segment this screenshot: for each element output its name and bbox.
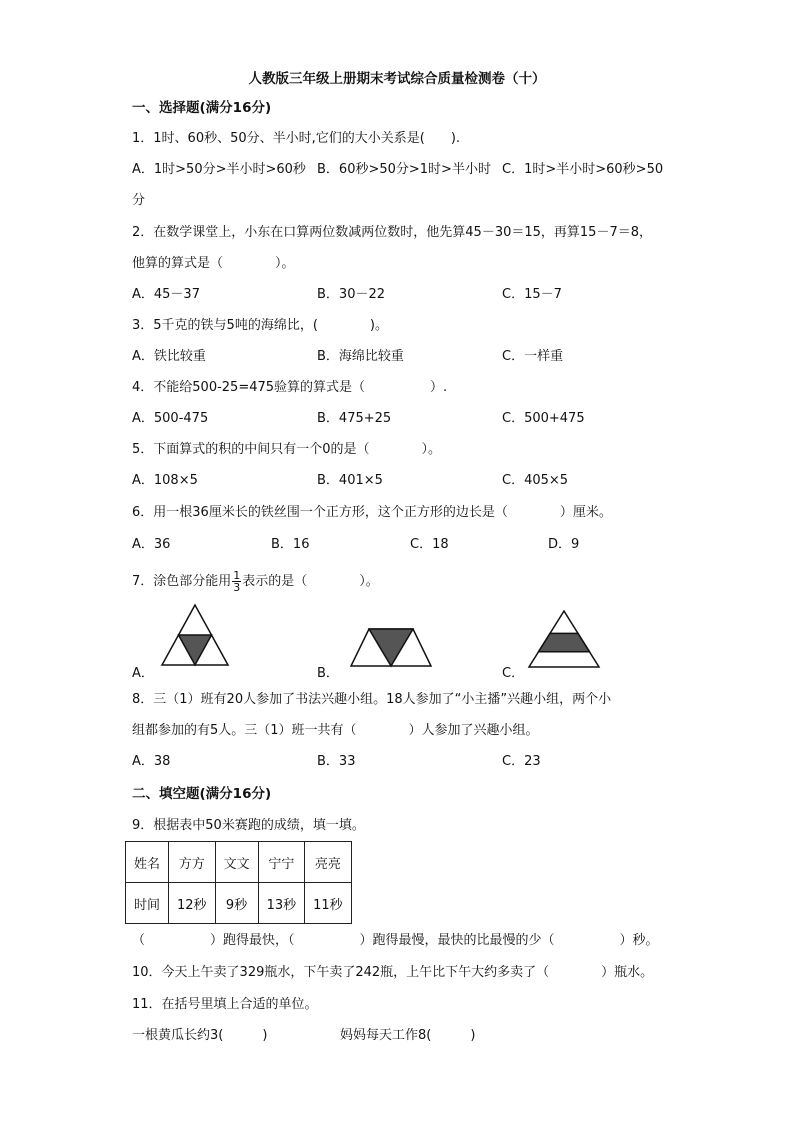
q1-option-b[interactable]: B．60秒>50分>1时>半小时: [317, 162, 491, 177]
q7-figure-c[interactable]: [527, 609, 601, 669]
table-cell: 时间: [126, 883, 169, 924]
q2-option-c[interactable]: C．15－7: [502, 287, 562, 302]
q1-option-c-cont: 分: [132, 193, 146, 208]
fraction-denominator: 3: [233, 581, 241, 594]
q8-option-a[interactable]: A．38: [132, 754, 171, 769]
q5-option-c[interactable]: C．405×5: [502, 473, 569, 488]
table-cell: 11秒: [305, 883, 352, 924]
q7-option-a[interactable]: A．: [132, 666, 154, 681]
q7-option-c[interactable]: C．: [502, 666, 525, 681]
q10-stem[interactable]: 10．今天上午卖了329瓶水，下午卖了242瓶，上午比下午大约多卖了（ ）瓶水。: [132, 965, 654, 980]
fraction-one-third: [232, 570, 241, 593]
q7-stem-pre: 7．涂色部分能用: [132, 574, 232, 589]
table-cell: 12秒: [169, 883, 216, 924]
q6-option-b[interactable]: B．16: [271, 537, 310, 552]
q6-option-d[interactable]: D．9: [548, 537, 580, 552]
q7-figure-b[interactable]: [349, 627, 433, 668]
q1-option-c[interactable]: C．1时>半小时>60秒>50: [502, 162, 664, 177]
section-choice-heading: 一、选择题(满分16分): [132, 100, 272, 116]
exam-title: 人教版三年级上册期末考试综合质量检测卷（十）: [248, 71, 546, 87]
table-row: [126, 842, 352, 883]
q7-stem-post: 表示的是（ ）。: [242, 574, 379, 589]
q11-stem: 11．在括号里填上合适的单位。: [132, 997, 318, 1012]
q1-stem: 1．1时、60秒、50分、半小时,它们的大小关系是( ).: [132, 131, 461, 146]
race-results-table: [125, 841, 352, 924]
q4-stem: 4．不能给500-25=475验算的算式是（ ）.: [132, 380, 448, 395]
q3-stem: 3．5千克的铁与5吨的海绵比，( )。: [132, 318, 388, 333]
table-row: [126, 883, 352, 924]
q6-stem: 6．用一根36厘米长的铁丝围一个正方形，这个正方形的边长是（ ）厘米。: [132, 505, 612, 520]
q11-item-cucumber[interactable]: 一根黄瓜长约3( ): [132, 1028, 268, 1043]
q4-option-a[interactable]: A．500-475: [132, 411, 209, 426]
q3-option-b[interactable]: B．海绵比较重: [317, 349, 404, 364]
q2-stem: 2．在数学课堂上，小东在口算两位数减两位数时，他先算45－30＝15，再算15－7＝8，: [132, 225, 652, 240]
table-cell: 13秒: [258, 883, 305, 924]
q7-option-b[interactable]: B．: [317, 666, 339, 681]
q7-stem: [132, 570, 379, 594]
q2-option-a[interactable]: A．45－37: [132, 287, 200, 302]
q5-option-a[interactable]: A．108×5: [132, 473, 198, 488]
fraction-numerator: 1: [233, 569, 241, 582]
section-fill-heading: 二、填空题(满分16分): [132, 786, 272, 802]
q11-item-work-hours[interactable]: 妈妈每天工作8( ): [340, 1028, 476, 1043]
table-cell: 9秒: [215, 883, 258, 924]
table-header-cell: 文文: [215, 842, 258, 883]
q7-figure-a[interactable]: [160, 603, 230, 667]
q5-option-b[interactable]: B．401×5: [317, 473, 383, 488]
q9-stem: 9．根据表中50米赛跑的成绩，填一填。: [132, 818, 365, 833]
q3-option-a[interactable]: A．铁比较重: [132, 349, 206, 364]
table-header-cell: 宁宁: [258, 842, 305, 883]
q4-option-c[interactable]: C．500+475: [502, 411, 585, 426]
q2-stem-cont: 他算的算式是（ ）。: [132, 256, 295, 271]
q8-stem: 8．三（1）班有20人参加了书法兴趣小组。18人参加了“小主播”兴趣小组，两个小: [132, 692, 612, 707]
q8-option-c[interactable]: C．23: [502, 754, 541, 769]
q5-stem: 5．下面算式的积的中间只有一个0的是（ ）。: [132, 442, 442, 457]
q8-option-b[interactable]: B．33: [317, 754, 356, 769]
shaded-middle-band: [539, 633, 590, 651]
q8-stem-cont: 组都参加的有5人。三（1）班一共有（ ）人参加了兴趣小组。: [132, 723, 539, 738]
q6-option-a[interactable]: A．36: [132, 537, 171, 552]
q6-option-c[interactable]: C．18: [410, 537, 449, 552]
q4-option-b[interactable]: B．475+25: [317, 411, 392, 426]
table-header-cell: 亮亮: [305, 842, 352, 883]
q2-option-b[interactable]: B．30－22: [317, 287, 386, 302]
q3-option-c[interactable]: C．一样重: [502, 349, 564, 364]
table-header-cell: 方方: [169, 842, 216, 883]
q9-answer-line[interactable]: （ ）跑得最快，（ ）跑得最慢，最快的比最慢的少（ ）秒。: [132, 933, 659, 948]
table-header-cell: 姓名: [126, 842, 169, 883]
q1-option-a[interactable]: A．1时>50分>半小时>60秒: [132, 162, 306, 177]
